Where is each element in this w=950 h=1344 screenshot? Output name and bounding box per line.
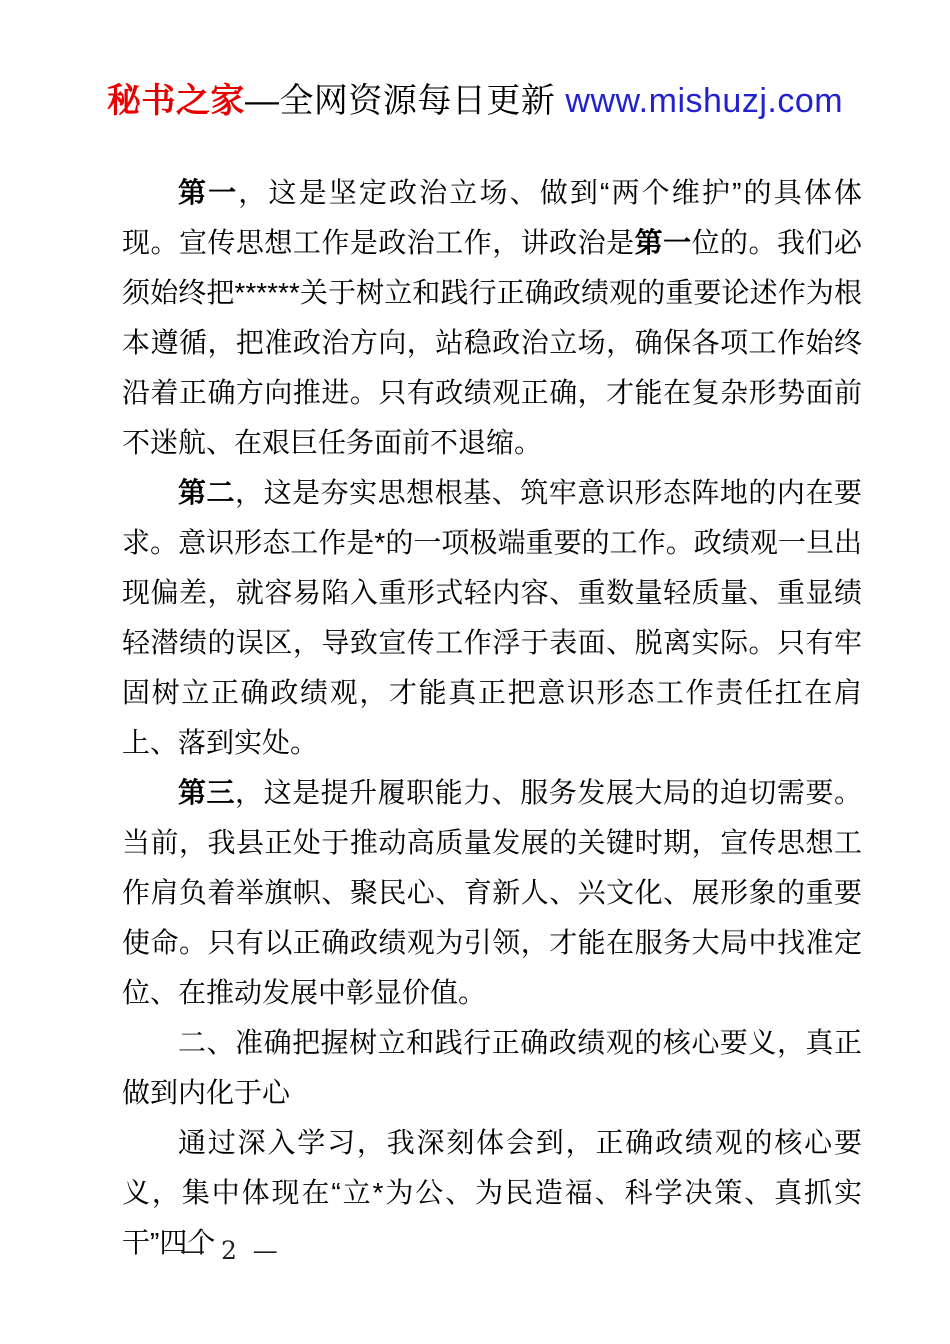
paragraph-point-1	[122, 168, 862, 468]
text-run: 二、准确把握树立和践行正确政绩观的核心要义，真正做到内化于心	[122, 1027, 862, 1108]
document-header	[0, 78, 950, 124]
section-heading-2	[122, 1018, 862, 1118]
page-number	[180, 1236, 282, 1265]
text-run: ，这是夯实思想根基、筑牢意识形态阵地的内在要求。意识形态工作是*的一项极端重要的工作。政绩观一旦出现偏差，就容易陷入重形式轻内容、重数量轻质量、重显绩轻潜绩的误区，导致宣传工作浮于表面、脱离实际。只有牢固树立正确政绩观，才能真正把意识形态工作责任扛在肩上、落到实处。	[122, 477, 862, 758]
text-run: 位的。我们必须始终把******关于树立和践行正确政绩观的重要论述作为根本遵循，把准政治方向，站稳政治立场，确保各项工作始终沿着正确方向推进。只有政绩观正确，才能在复杂形势面前不迷航、在艰巨任务面前不退缩。	[122, 227, 862, 458]
bold-run-lead: 第三	[178, 777, 236, 808]
header-tagline: —全网资源每日更新	[244, 82, 566, 120]
bold-run-inline: 第一	[634, 227, 692, 258]
text-run: ，这是坚定政治立场、做到“两个维护”的具体体现。宣传思想工作是政治工作，讲政治是	[122, 177, 862, 258]
site-url-link[interactable]: www.mishuzj.com	[565, 82, 844, 120]
bold-run-lead: 第一	[178, 177, 239, 208]
paragraph-point-2	[122, 468, 862, 768]
bold-run-lead: 第二	[178, 477, 236, 508]
document-body	[122, 168, 862, 1268]
paragraph-point-3	[122, 768, 862, 1018]
site-name: 秘书之家	[106, 82, 245, 120]
page-number-text: — 2 —	[180, 1236, 282, 1265]
text-run: 通过深入学习，我深刻体会到，正确政绩观的核心要义，集中体现在“立*为公、为民造福、科学决策、真抓实干”四个	[122, 1127, 862, 1258]
text-run: ，这是提升履职能力、服务发展大局的迫切需要。当前，我县正处于推动高质量发展的关键时期，宣传思想工作肩负着举旗帜、聚民心、育新人、兴文化、展形象的重要使命。只有以正确政绩观为引领，才能在服务大局中找准定位、在推动发展中彰显价值。	[122, 777, 862, 1008]
